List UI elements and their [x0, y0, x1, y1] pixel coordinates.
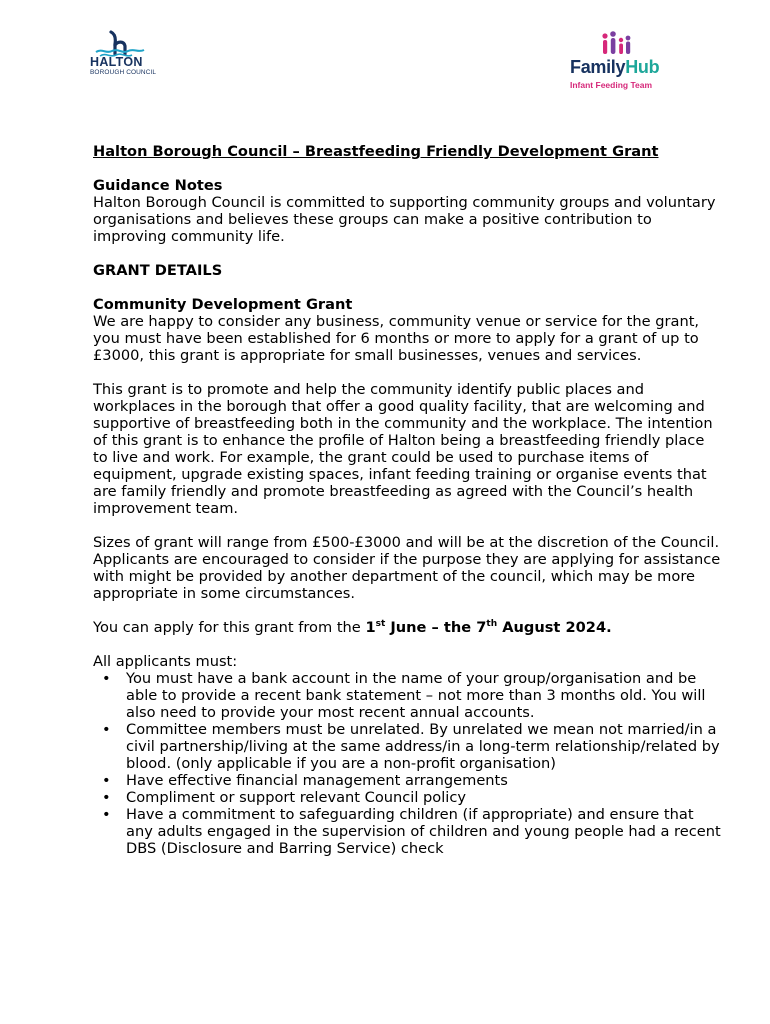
application-dates: You can apply for this grant from the 1st June – the 7th August 2024. [93, 619, 612, 636]
halton-borough-council-logo [88, 30, 157, 80]
grant-sizes-text: Sizes of grant will range from £500-£3000 and will be at the discretion of the Council. Applicants are encouraged to consider if the purpose they are applying for assistance with might be provided by another department of the council, which may be more appropriate in some circumstances. [93, 534, 721, 602]
guidance-heading: Guidance Notes [93, 177, 223, 194]
list-item: • Compliment or support relevant Council policy [93, 789, 723, 806]
list-item: • Committee members must be unrelated. By unrelated we mean not married/in a civil partnership/living at the same address/in a long-term relationship/related by blood. (only applicable if you are a non-profit organisation) [93, 721, 723, 772]
halton-logo-name: HALTON [90, 55, 143, 69]
applicants-intro: All applicants must: [93, 653, 238, 670]
list-item: • Have effective financial management arrangements [93, 772, 723, 789]
list-item: • Have a commitment to safeguarding children (if appropriate) and ensure that any adults engaged in the supervision of children and young people had a recent DBS (Disclosure and Barring Service) check [93, 806, 723, 857]
document-body [93, 143, 723, 857]
family-hub-name: FamilyHub [570, 57, 660, 77]
grant-purpose-text: This grant is to promote and help the community identify public places and workplaces in the borough that offer a good quality facility, that are welcoming and supportive of breastfeeding both in the community and the workplace. The intention of this grant is to enhance the profile of Halton being a breastfeeding friendly place to live and work. For example, the grant could be used to purchase items of equipment, upgrade existing spaces, infant feeding training or organise events that are family friendly and promote breastfeeding as agreed with the Council’s health improvement team. [93, 381, 713, 517]
community-development-grant-heading: Community Development Grant [93, 296, 353, 313]
family-hub-tagline: Infant Feeding Team [570, 80, 653, 90]
halton-h-icon [92, 30, 150, 58]
halton-logo-subtitle: BOROUGH COUNCIL [90, 69, 157, 76]
list-item: • You must have a bank account in the name of your group/organisation and be able to provide a recent bank statement – not more than 3 months old. You will also need to provide your most recent annual accounts. [93, 670, 723, 721]
family-hub-logo [566, 30, 676, 96]
family-figures-icon [600, 30, 636, 58]
community-development-grant-text: We are happy to consider any business, community venue or service for the grant, you must have been established for 6 months or more to apply for a grant of up to £3000, this grant is appropriate for small businesses, venues and services. [93, 313, 700, 364]
requirements-list [93, 670, 723, 857]
guidance-text: Halton Borough Council is committed to supporting community groups and voluntary organisations and believes these groups can make a positive contribution to improving community life. [93, 194, 716, 245]
document-title: Halton Borough Council – Breastfeeding Friendly Development Grant [93, 143, 659, 160]
grant-details-heading: GRANT DETAILS [93, 262, 223, 279]
